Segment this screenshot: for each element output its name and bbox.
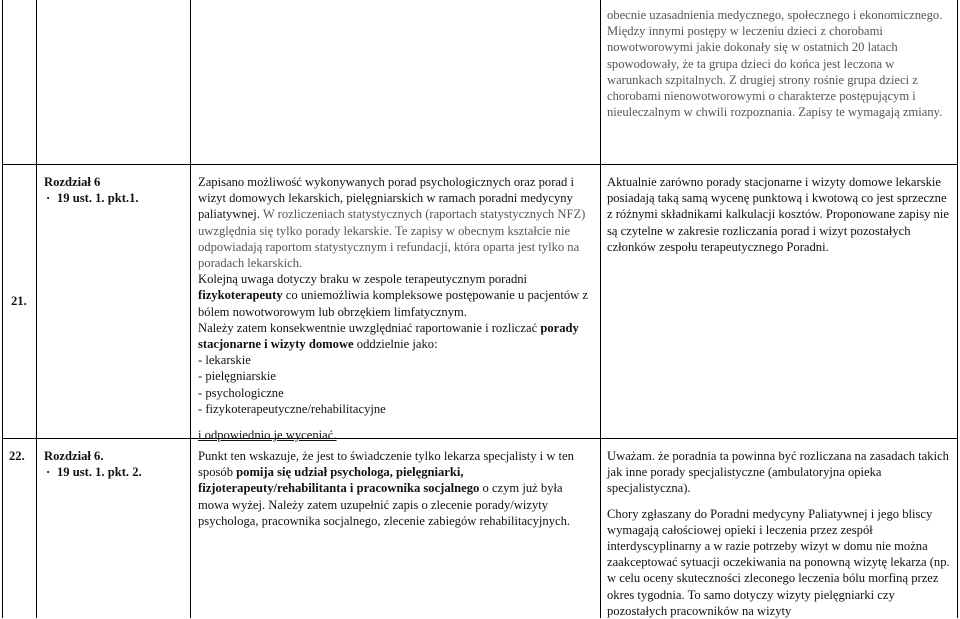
table-border-col1	[36, 0, 37, 618]
row21-col3-p4	[198, 427, 596, 443]
row22-ref-list	[44, 464, 186, 480]
row22-col4-p1: Uważam. że poradnia ta powinna być rozliczana na zasadach takich jak inne porady specjalistyczne (ambulatoryjna opieka specjalistyczna).	[607, 449, 949, 496]
row22-number: 22.	[9, 449, 25, 463]
row21-col3-p3-b: porady stacjonarne i wizyty domowe	[198, 320, 579, 352]
row21-col3-p3	[198, 320, 596, 352]
row22-col3-b: pomija się udział psychologa, pielęgniarki, fizjoterapeuty/rehabilitanta i pracownika socjalnego	[198, 465, 480, 496]
row22-chapter: Rozdział 6.	[44, 449, 104, 463]
row22-col3-a: Punkt ten wskazuje, że jest to świadczenie tylko lekarza specjalisty i w ten sposób	[198, 449, 574, 480]
row22-col3	[198, 448, 596, 529]
row21-col3-p1	[198, 174, 596, 271]
row21-list-item-2: - pielęgniarskie	[198, 369, 276, 384]
row21-chapter: Rozdział 6	[44, 175, 101, 189]
top-row-col4-text: obecnie uzasadnienia medycznego, społecznego i ekonomicznego. Między innymi postępy w leczeniu dzieci z chorobami nowotworowymi jakie dokonały się w ostatnich 20 latach spowodowały, że ta grupa dzieci do końca jest leczona w warunkach szpitalnych. Z drugiej strony rośnie grupa dzieci z chorobami nienowotworowymi o charakterze postępującym i nieuleczalnym w chwili rozpoznania. Zapisy te wymagają zmiany.	[607, 8, 943, 120]
row22-ref	[44, 448, 186, 480]
table-border-col2	[190, 0, 191, 618]
row22-ref-item: · 19 ust. 1. pkt. 2.	[57, 464, 186, 480]
row21-col3-p2-a: Kolejną uwaga dotyczy braku w zespole terapeutycznym poradni	[198, 272, 528, 287]
row21-ref-list	[44, 190, 186, 206]
row21-list-item-3: - psychologiczne	[198, 385, 284, 400]
row21-list-item-1: - lekarskie	[198, 353, 251, 368]
row21-ref	[44, 174, 186, 206]
row21-col3-p2	[198, 271, 596, 320]
table-border-left	[2, 0, 3, 618]
row21-number: 21.	[11, 294, 27, 308]
row21-col4-text: Aktualnie zarówno porady stacjonarne i wizyty domowe lekarskie posiadają taką samą wycenę punktową i kwotową co jest sprzeczne z różnymi składnikami kalkulacji kosztów. Proponowane zapisy nie są czytelne w zakresie rozliczania porad i wizyt pozostałych członków zespołu terapeutycznego Poradni.	[607, 175, 949, 254]
row21-ref-item: · 19 ust. 1. pkt.1.	[57, 190, 186, 206]
row21-col3-p4-text: i odpowiednio je wyceniać.	[198, 428, 337, 443]
table-border-col3	[600, 0, 601, 618]
row22-col3-c: o czym już była mowa wyżej. Należy zatem uzupełnić zapis o zlecenie porady/wizyty psychologa, pracownika socjalnego, zlecenie zabiegów rehabilitacyjnych.	[198, 481, 571, 528]
table-border-right	[957, 0, 958, 618]
row22-col4-p2: Chory zgłaszany do Poradni medycyny Paliatywnej i jego bliscy wymagają całościowej opieki i leczenia przez zespół interdyscyplinarny a w razie potrzeby wizyt w domu nie można zaakceptować sytuacji oczekiwania na ponowną wizytę lekarza (np. w celu oceny skuteczności zleconego leczenia bólu morfiną przez okres tygodnia. To samo dotyczy wizyty pielęgniarki czy pozostałych pracowników na wizyty	[607, 506, 950, 618]
row21-col3-p2-c: co uniemożliwia kompleksowe postępowanie u pacjentów z bólem nowotworowym lub obrzękiem limfatycznym.	[198, 288, 588, 319]
row21-col3-p3-a: Należy zatem konsekwentnie uwzględniać raportowanie i rozliczać	[198, 320, 541, 335]
row21-col3-p3-c: oddzielnie jako:	[353, 337, 438, 352]
row21-col3-p2-b: fizykoterapeuty	[198, 288, 283, 303]
row22-col4	[607, 448, 952, 619]
row21-col3-p1b-text: W rozliczeniach statystycznych (raportach statystycznych NFZ) uwzględnia się tylko porady lekarskie. Te zapisy w obecnym kształcie nie odpowiadają raportom statystycznym i refundacji, która oparta jest tylko na poradach lekarskich.	[198, 207, 586, 271]
row21-list-item-4: - fizykoterapeutyczne/rehabilitacyjne	[198, 401, 386, 416]
row21-col3-p1-text: Zapisano możliwość wykonywanych porad psychologicznych oraz porad i wizyt domowych lekarskich, pielęgniarskich w ramach poradni medycyny paliatywnej.	[198, 175, 574, 222]
row-divider-1	[2, 164, 958, 165]
row21-col3	[198, 174, 596, 443]
